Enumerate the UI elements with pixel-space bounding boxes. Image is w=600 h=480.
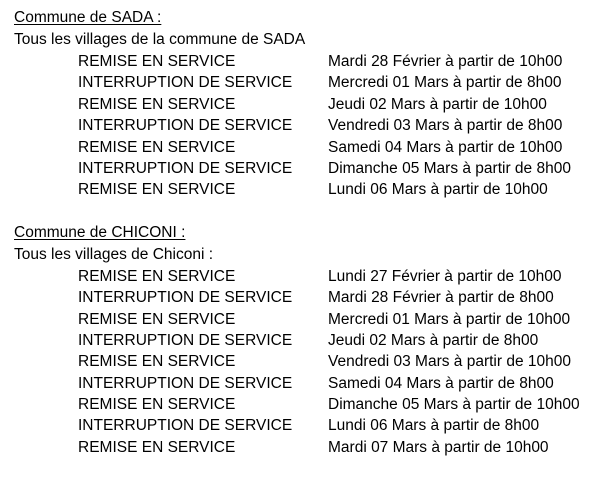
service-datetime: Mercredi 01 Mars à partir de 8h00 (328, 74, 562, 92)
service-datetime: Jeudi 02 Mars à partir de 8h00 (328, 331, 539, 349)
service-status: INTERRUPTION DE SERVICE (78, 374, 293, 392)
schedule-row (14, 437, 594, 458)
schedule-row (14, 115, 594, 136)
service-status: REMISE EN SERVICE (78, 53, 236, 70)
service-datetime: Lundi 27 Février à partir de 10h00 (328, 267, 562, 285)
service-datetime: Mercredi 01 Mars à partir de 10h00 (328, 310, 571, 328)
service-status: INTERRUPTION DE SERVICE (78, 117, 293, 135)
service-status: REMISE EN SERVICE (78, 95, 236, 113)
commune-title: Commune de CHICONI : (14, 223, 186, 241)
service-datetime: Dimanche 05 Mars à partir de 10h00 (328, 396, 580, 414)
service-status: REMISE EN SERVICE (78, 138, 236, 156)
service-datetime: Vendredi 03 Mars à partir de 8h00 (328, 117, 563, 135)
schedule-list (14, 266, 594, 459)
schedule-row (14, 415, 594, 436)
schedule-row (14, 351, 594, 372)
service-datetime: Mardi 28 Février à partir de 8h00 (328, 289, 554, 307)
schedule-row (14, 287, 594, 308)
schedule-row (14, 394, 594, 415)
service-status: INTERRUPTION DE SERVICE (78, 417, 293, 435)
service-datetime: Dimanche 05 Mars à partir de 8h00 (328, 159, 571, 177)
service-datetime: Lundi 06 Mars à partir de 10h00 (328, 181, 548, 199)
service-datetime: Lundi 06 Mars à partir de 8h00 (328, 417, 540, 435)
document (14, 7, 594, 458)
service-status: INTERRUPTION DE SERVICE (78, 74, 293, 92)
service-status: REMISE EN SERVICE (78, 310, 236, 328)
schedule-row (14, 330, 594, 351)
commune-title: Commune de SADA : (14, 9, 162, 26)
schedule-row (14, 266, 594, 287)
service-datetime: Jeudi 02 Mars à partir de 10h00 (328, 95, 547, 113)
schedule-row (14, 51, 594, 72)
schedule-row (14, 373, 594, 394)
service-datetime: Samedi 04 Mars à partir de 10h00 (328, 138, 563, 156)
schedule-row (14, 179, 594, 200)
service-status: REMISE EN SERVICE (78, 353, 236, 371)
service-status: REMISE EN SERVICE (78, 181, 236, 199)
service-datetime: Mardi 28 Février à partir de 10h00 (328, 53, 563, 70)
schedule-list (14, 51, 594, 201)
schedule-row (14, 309, 594, 330)
service-status: REMISE EN SERVICE (78, 396, 236, 414)
service-datetime: Vendredi 03 Mars à partir de 10h00 (328, 353, 571, 371)
service-status: REMISE EN SERVICE (78, 438, 236, 456)
service-datetime: Mardi 07 Mars à partir de 10h00 (328, 438, 549, 456)
service-status: REMISE EN SERVICE (78, 267, 236, 285)
service-datetime: Samedi 04 Mars à partir de 8h00 (328, 374, 554, 392)
schedule-row (14, 137, 594, 158)
villages-line: Tous les villages de Chiconi : (14, 245, 214, 263)
schedule-row (14, 94, 594, 115)
villages-line: Tous les villages de la commune de SADA (14, 31, 306, 48)
service-status: INTERRUPTION DE SERVICE (78, 331, 293, 349)
schedule-row (14, 158, 594, 179)
service-status: INTERRUPTION DE SERVICE (78, 289, 293, 307)
schedule-row (14, 72, 594, 93)
section-chiconi (14, 222, 594, 459)
service-status: INTERRUPTION DE SERVICE (78, 159, 293, 177)
section-sada (14, 7, 594, 201)
